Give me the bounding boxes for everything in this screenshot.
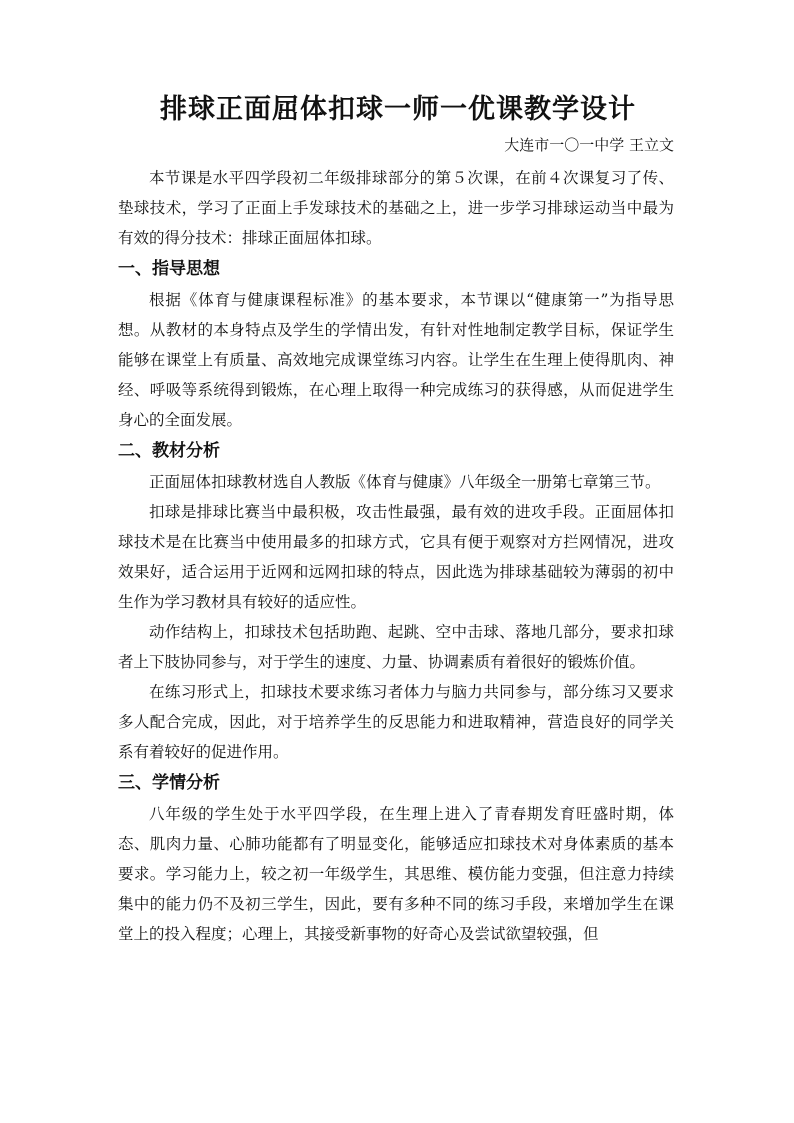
- section-material-analysis: [118, 435, 674, 767]
- section-paragraph: 八年级的学生处于水平四学段，在生理上进入了青春期发育旺盛时期，体态、肌肉力量、心肺功能都有了明显变化，能够适应扣球技术对身体素质的基本要求。学习能力上，较之初一年级学生，其思维、模仿能力变强，但注意力持续集中的能力仍不及初三学生，因此，要有多种不同的练习手段，来增加学生在课堂上的投入程度；心理上，其接受新事物的好奇心及尝试欲望较强，但: [118, 805, 674, 943]
- document-author: 大连市一〇一中学 王立文: [504, 136, 674, 154]
- intro-paragraph: 本节课是水平四学段初二年级排球部分的第５次课，在前４次课复习了传、垫球技术，学习了正面上手发球技术的基础之上，进一步学习排球运动当中最为有效的得分技术：排球正面屈体扣球。: [118, 169, 674, 247]
- section-paragraph: 根据《体育与健康课程标准》的基本要求，本节课以“健康第一”为指导思想。从教材的本身特点及学生的学情出发，有针对性地制定教学目标，保证学生能够在课堂上有质量、高效地完成课堂练习内容。让学生在生理上使得肌肉、神经、呼吸等系统得到锻炼，在心理上取得一种完成练习的获得感，从而促进学生身心的全面发展。: [118, 291, 674, 429]
- section-paragraph: 正面屈体扣球教材选自人教版《体育与健康》八年级全一册第七章第三节。: [149, 473, 661, 491]
- section-paragraph: 扣球是排球比赛当中最积极，攻击性最强，最有效的进攻手段。正面屈体扣球技术是在比赛当中使用最多的扣球方式，它具有便于观察对方拦网情况，进攻效果好，适合运用于近网和远网扣球的特点，因此选为排球基础较为薄弱的初中生作为学习教材具有较好的适应性。: [118, 503, 674, 611]
- section-paragraph: 动作结构上，扣球技术包括助跑、起跳、空中击球、落地几部分，要求扣球者上下肢协同参与，对于学生的速度、力量、协调素质有着很好的锻炼价值。: [118, 623, 674, 671]
- section-paragraph: 在练习形式上，扣球技术要求练习者体力与脑力共同参与，部分练习又要求多人配合完成，因此，对于培养学生的反思能力和进取精神，营造良好的同学关系有着较好的促进作用。: [118, 683, 674, 761]
- section-student-analysis: [118, 767, 674, 949]
- document-body: [118, 163, 674, 949]
- section-heading: 三、学情分析: [118, 773, 220, 793]
- document-title: 排球正面屈体扣球一师一优课教学设计: [160, 94, 636, 125]
- section-guiding-ideology: [118, 253, 674, 435]
- section-heading: 一、指导思想: [118, 259, 220, 279]
- section-heading: 二、教材分析: [118, 441, 220, 461]
